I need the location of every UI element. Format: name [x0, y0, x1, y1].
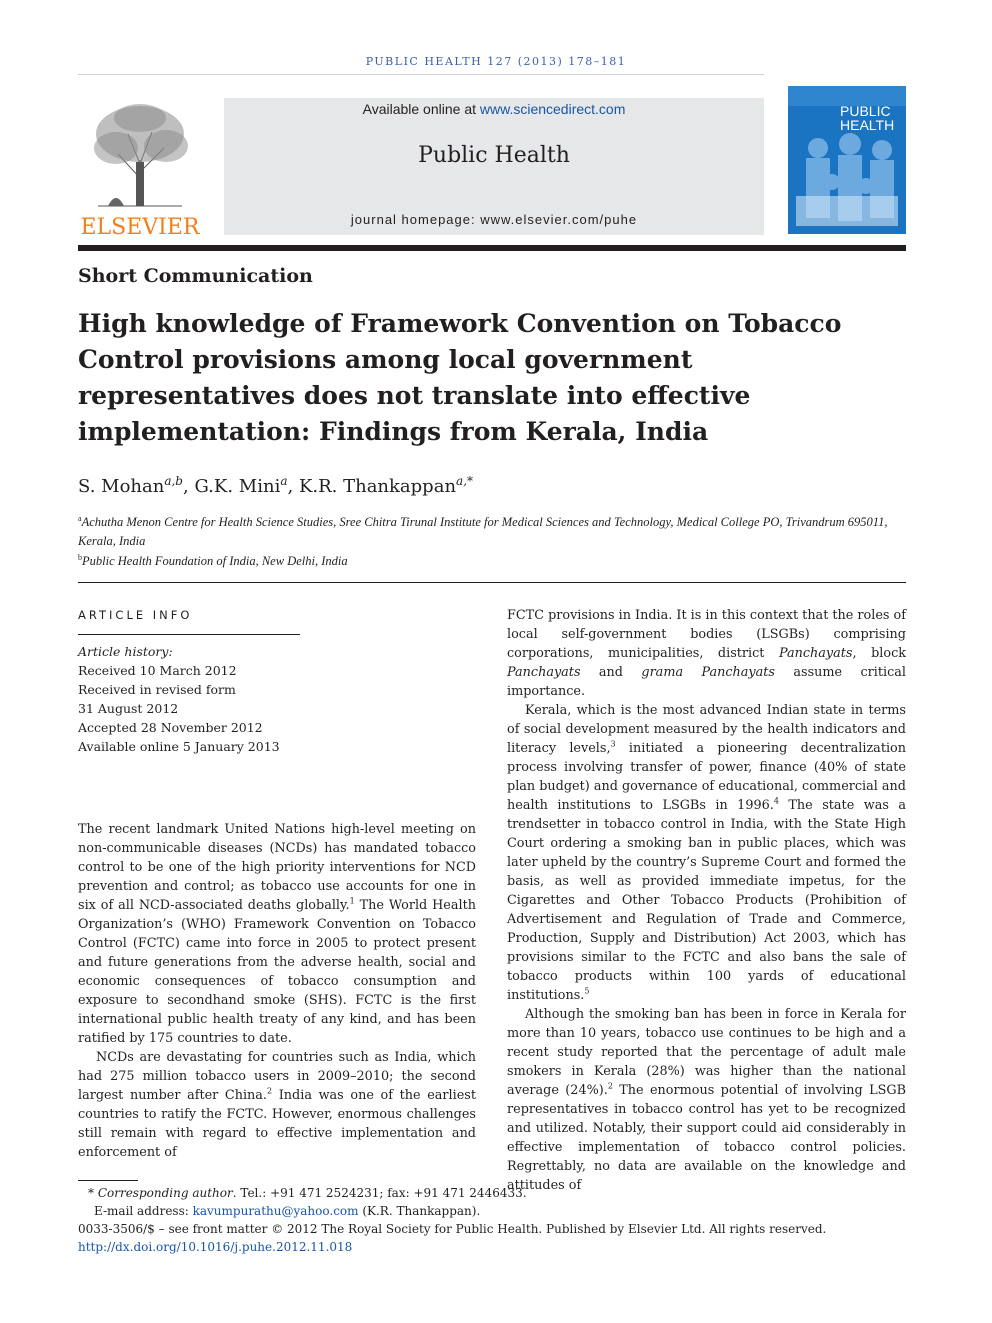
affiliation-b [78, 552, 906, 571]
text: The enormous potential of involving LSGB representatives in tobacco control has yet to be recognized and utilized. Notably, their support could aid considerably in effective implementation of tobacco control policies. Regrettably, no data are available on the knowledge and attitudes of [507, 1083, 906, 1193]
text: , block [852, 646, 906, 661]
footnote-rule [78, 1180, 138, 1181]
corr-text: . Tel.: +91 471 2524231; fax: +91 471 2446433. [232, 1186, 527, 1200]
history-line: Received in revised form [78, 682, 236, 697]
citation-ref[interactable]: 1 [349, 896, 355, 906]
journal-homepage[interactable]: journal homepage: www.elsevier.com/puhe [350, 212, 638, 227]
cover-title-1: PUBLIC [840, 103, 891, 119]
author-name: S. Mohan [78, 476, 165, 497]
paragraph [78, 1048, 476, 1162]
author-affil-sup[interactable]: a [280, 474, 288, 488]
italic-term: grama Panchayats [641, 665, 775, 680]
affiliation-a [78, 513, 906, 551]
text: Although the smoking ban has been in force in Kerala for more than 10 years, tobacco use continues to be high and a recent study reported that the percentage of adult male smokers in Kerala (28%) was higher than the national average (24%). [507, 1007, 906, 1098]
body-column-right [507, 606, 906, 1195]
email-suffix: (K.R. Thankappan). [358, 1204, 481, 1218]
text: The state was a trendsetter in tobacco control in India, with the State High Court ordering a smoking ban in public places, which was later upheld by the country’s Supreme Court and formed the basis, as well as provided immediate impetus, for the Cigarettes and Other Tobacco Products (Prohibition of Advertisement and Regulation of Trade and Commerce, Production, Supply and Distribution) Act 2003, which has provisions similar to the FCTC and also bans the sale of tobacco products within 100 yards of educational institutions. [507, 798, 906, 1003]
author-affil-sup[interactable]: a,b [164, 474, 183, 488]
text: India was one of the earliest countries to ratify the FCTC. However, enormous challenges still remain with regard to effective implementation and enforcement of [78, 1088, 476, 1160]
document-type: Short Communication [78, 265, 313, 287]
italic-term: Panchayats [507, 665, 581, 680]
cover-title-2: HEALTH [840, 117, 895, 133]
copyright-line: 0033-3506/$ – see front matter © 2012 The Royal Society for Public Health. Published by Elsevier Ltd. All rights reserved. [78, 1222, 827, 1236]
elsevier-tree-icon [78, 98, 202, 238]
elsevier-wordmark: ELSEVIER [80, 215, 200, 238]
elsevier-logo [78, 98, 202, 238]
title-divider [78, 582, 906, 583]
text: assume critical importance. [507, 665, 906, 699]
author-separator: , [182, 476, 195, 497]
header-rule [78, 74, 764, 75]
affiliation-sup: b [78, 552, 82, 562]
body-column-left [78, 820, 476, 1162]
doi-link[interactable]: http://dx.doi.org/10.1016/j.puhe.2012.11.018 [78, 1240, 353, 1254]
citation-ref[interactable]: 5 [584, 986, 590, 996]
history-line: Received 10 March 2012 [78, 663, 237, 678]
article-info-rule [78, 634, 300, 635]
history-line: 31 August 2012 [78, 701, 179, 716]
affiliation-text: Public Health Foundation of India, New Delhi, India [82, 554, 348, 568]
affiliation-sup: a [78, 513, 82, 523]
email-link[interactable]: kavumpurathu@yahoo.com [192, 1204, 359, 1218]
article-info-heading: ARTICLE INFO [78, 608, 193, 622]
paragraph [78, 820, 476, 1048]
affiliation-text: Achutha Menon Centre for Health Science Studies, Sree Chitra Tirunal Institute for Medical Sciences and Technology, Medical College PO, Trivandrum 695011, Kerala, India [78, 515, 888, 548]
author-list [78, 476, 473, 497]
sciencedirect-link[interactable]: www.sciencedirect.com [479, 101, 626, 117]
text: The recent landmark United Nations high-level meeting on non-communicable diseases (NCDs) has mandated tobacco control to be one of the high priority interventions for NCD prevention and control; as tobacco use accounts for one in six of all NCD-associated deaths globally. [78, 822, 476, 913]
history-line: Available online 5 January 2013 [78, 739, 280, 754]
journal-reference: PUBLIC HEALTH 127 (2013) 178–181 [365, 55, 627, 68]
email-label: E-mail address: [94, 1204, 193, 1218]
text: NCDs are devastating for countries such as India, which had 275 million tobacco users in 2009–2010; the second largest number after China. [78, 1050, 476, 1103]
text: The World Health Organization’s (WHO) Framework Convention on Tobacco Control (FCTC) came into force in 2005 to protect present and future generations from the adverse health, social and economic consequences of tobacco consumption and exposure to secondhand smoke (SHS). FCTC is the first international public health treaty of any kind, and has been ratified by 175 countries to date. [78, 898, 476, 1046]
footnote-star: * [88, 1186, 94, 1200]
header-thick-rule [78, 245, 906, 251]
text: and [580, 665, 642, 680]
article-title: High knowledge of Framework Convention on Tobacco Control provisions among local government representatives does not translate into effective implementation: Findings from Kerala, India [78, 309, 842, 446]
available-prefix: Available online at [362, 101, 480, 117]
citation-ref[interactable]: 3 [610, 739, 616, 749]
journal-cover [788, 86, 906, 234]
available-online [224, 101, 764, 117]
history-label: Article history: [78, 644, 173, 659]
author-name: K.R. Thankappan [298, 476, 457, 497]
email-note [78, 1202, 906, 1220]
paragraph [507, 701, 906, 1005]
citation-ref[interactable]: 2 [607, 1081, 613, 1091]
author-separator: , [287, 476, 299, 497]
corresponding-author-note [78, 1184, 906, 1202]
paragraph [507, 606, 906, 701]
citation-ref[interactable]: 4 [773, 796, 779, 806]
text: FCTC provisions in India. It is in this context that the roles of local self-government bodies (LSGBs) comprising corporations, municipalities, district [507, 608, 906, 661]
citation-ref[interactable]: 2 [267, 1086, 273, 1096]
corr-label: Corresponding author [97, 1186, 233, 1200]
article-history [78, 642, 280, 756]
paragraph [507, 1005, 906, 1195]
author-affil-sup[interactable]: a,* [456, 474, 474, 488]
italic-term: Panchayats [778, 646, 853, 661]
footnotes [78, 1184, 906, 1256]
author-name: G.K. Mini [194, 476, 281, 497]
journal-title: Public Health [418, 143, 570, 168]
history-line: Accepted 28 November 2012 [78, 720, 263, 735]
text: initiated a pioneering decentralization process involving transfer of power, finance (40% of state plan budget) and governance of educational, commercial and health institutions to LSGBs in 1996. [507, 741, 906, 813]
text: Kerala, which is the most advanced Indian state in terms of social development measured by the health indicators and literacy levels, [507, 703, 906, 756]
cover-image [788, 86, 906, 234]
